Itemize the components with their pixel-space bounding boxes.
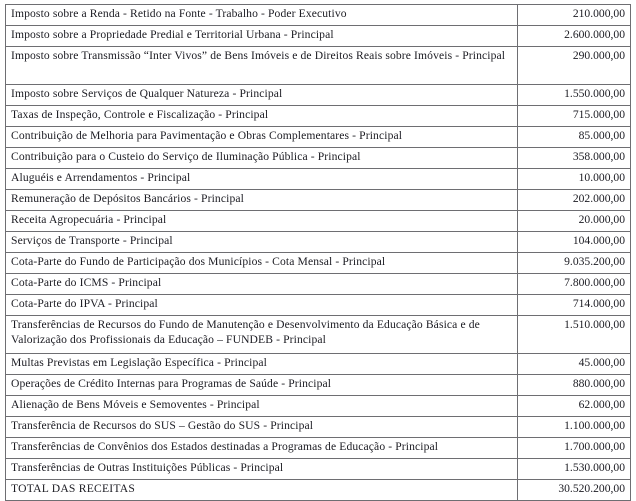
revenue-amount-cell: 20.000,00 <box>518 211 631 232</box>
total-label-cell: TOTAL DAS RECEITAS <box>6 480 518 501</box>
revenue-description-cell: Imposto sobre Serviços de Qualquer Natureza - Principal <box>6 85 518 106</box>
table-row <box>6 26 631 47</box>
revenue-description-cell: Imposto sobre a Propriedade Predial e Territorial Urbana - Principal <box>6 26 518 47</box>
table-row <box>6 480 631 501</box>
revenue-amount-cell: 880.000,00 <box>518 375 631 396</box>
table-row <box>6 169 631 190</box>
revenue-description-cell: Serviços de Transporte - Principal <box>6 232 518 253</box>
revenue-amount-cell: 715.000,00 <box>518 106 631 127</box>
revenue-description-cell: Imposto sobre a Renda - Retido na Fonte - Trabalho - Poder Executivo <box>6 5 518 26</box>
table-row <box>6 211 631 232</box>
revenue-description-cell: Contribuição de Melhoria para Pavimentação e Obras Complementares - Principal <box>6 127 518 148</box>
table-row <box>6 190 631 211</box>
table-row <box>6 274 631 295</box>
revenue-amount-cell: 210.000,00 <box>518 5 631 26</box>
revenue-amount-cell: 45.000,00 <box>518 354 631 375</box>
table-row <box>6 5 631 26</box>
revenue-amount-cell: 202.000,00 <box>518 190 631 211</box>
table-row <box>6 85 631 106</box>
revenue-description-cell: Aluguéis e Arrendamentos - Principal <box>6 169 518 190</box>
revenue-amount-cell: 104.000,00 <box>518 232 631 253</box>
revenue-description-cell: Transferência de Recursos do SUS – Gestão do SUS - Principal <box>6 417 518 438</box>
total-amount-cell: 30.520.200,00 <box>518 480 631 501</box>
table-row <box>6 417 631 438</box>
revenue-description-cell: Remuneração de Depósitos Bancários - Principal <box>6 190 518 211</box>
revenue-amount-cell: 358.000,00 <box>518 148 631 169</box>
revenue-description-cell: Transferências de Convênios dos Estados destinadas a Programas de Educação - Principal <box>6 438 518 459</box>
revenue-amount-cell: 714.000,00 <box>518 295 631 316</box>
table-row <box>6 295 631 316</box>
table-row <box>6 47 631 85</box>
revenue-description-cell: Cota-Parte do IPVA - Principal <box>6 295 518 316</box>
revenue-amount-cell: 2.600.000,00 <box>518 26 631 47</box>
table-row <box>6 396 631 417</box>
revenue-description-cell: Transferências de Outras Instituições Públicas - Principal <box>6 459 518 480</box>
table-row <box>6 459 631 480</box>
revenue-description-cell: Contribuição para o Custeio do Serviço de Iluminação Pública - Principal <box>6 148 518 169</box>
revenue-description-cell: Taxas de Inspeção, Controle e Fiscalização - Principal <box>6 106 518 127</box>
revenue-amount-cell: 1.100.000,00 <box>518 417 631 438</box>
revenue-description-cell: Receita Agropecuária - Principal <box>6 211 518 232</box>
revenue-amount-cell: 7.800.000,00 <box>518 274 631 295</box>
table-row <box>6 316 631 354</box>
table-row <box>6 375 631 396</box>
revenue-description-cell: Cota-Parte do Fundo de Participação dos Municípios - Cota Mensal - Principal <box>6 253 518 274</box>
revenue-description-cell: Cota-Parte do ICMS - Principal <box>6 274 518 295</box>
revenue-amount-cell: 1.530.000,00 <box>518 459 631 480</box>
revenue-amount-cell: 1.510.000,00 <box>518 316 631 354</box>
revenue-description-cell: Alienação de Bens Móveis e Semoventes - Principal <box>6 396 518 417</box>
revenue-amount-cell: 1.700.000,00 <box>518 438 631 459</box>
revenue-table-body <box>6 5 631 501</box>
revenue-description-cell: Multas Previstas em Legislação Específica - Principal <box>6 354 518 375</box>
revenue-amount-cell: 10.000,00 <box>518 169 631 190</box>
revenue-amount-cell: 62.000,00 <box>518 396 631 417</box>
revenue-table <box>5 4 631 501</box>
table-row <box>6 438 631 459</box>
revenue-description-cell: Operações de Crédito Internas para Programas de Saúde - Principal <box>6 375 518 396</box>
table-row <box>6 253 631 274</box>
revenue-amount-cell: 9.035.200,00 <box>518 253 631 274</box>
table-row <box>6 232 631 253</box>
revenue-description-cell: Imposto sobre Transmissão “Inter Vivos” de Bens Imóveis e de Direitos Reais sobre Imóveis - Principal <box>6 47 518 85</box>
revenue-amount-cell: 290.000,00 <box>518 47 631 85</box>
revenue-amount-cell: 1.550.000,00 <box>518 85 631 106</box>
revenue-amount-cell: 85.000,00 <box>518 127 631 148</box>
revenue-description-cell: Transferências de Recursos do Fundo de Manutenção e Desenvolvimento da Educação Básica e de Valorização dos Profissionais da Educação – FUNDEB - Principal <box>6 316 518 354</box>
table-row <box>6 148 631 169</box>
table-row <box>6 127 631 148</box>
table-row <box>6 106 631 127</box>
table-row <box>6 354 631 375</box>
